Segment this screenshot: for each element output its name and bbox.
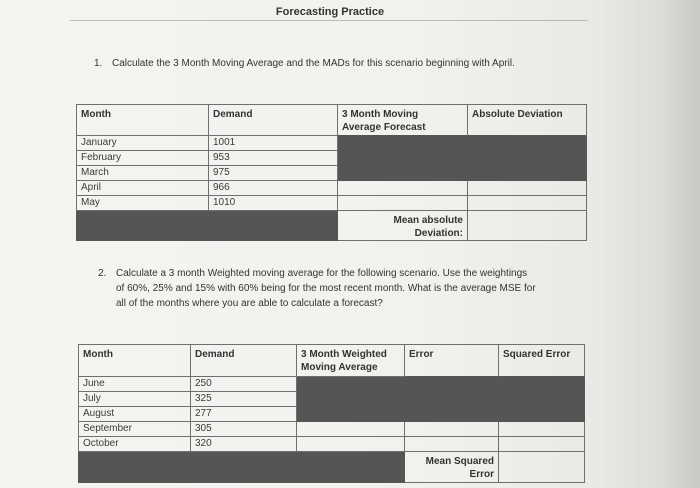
deviation-answer-cell[interactable] xyxy=(468,196,587,211)
table-row xyxy=(79,422,585,437)
error-answer-cell[interactable] xyxy=(405,422,499,437)
mse-label-line2: Error xyxy=(469,469,494,480)
mad-label xyxy=(338,211,468,241)
mse-answer-cell[interactable] xyxy=(499,452,585,483)
shaded-cell xyxy=(405,377,499,392)
shaded-cell xyxy=(499,377,585,392)
table-row xyxy=(79,407,585,422)
month-cell: August xyxy=(79,407,191,422)
forecast-answer-cell[interactable] xyxy=(338,196,468,211)
error-answer-cell[interactable] xyxy=(405,437,499,452)
summary-row xyxy=(79,452,585,483)
header-month: Month xyxy=(77,105,209,136)
moving-average-table xyxy=(76,104,587,241)
month-cell: May xyxy=(77,196,209,211)
table-row xyxy=(77,181,587,196)
demand-cell: 975 xyxy=(209,166,338,181)
shaded-cell xyxy=(297,377,405,392)
demand-cell: 953 xyxy=(209,151,338,166)
demand-cell: 325 xyxy=(191,392,297,407)
month-cell: April xyxy=(77,181,209,196)
shaded-cell xyxy=(297,392,405,407)
forecast-answer-cell[interactable] xyxy=(338,181,468,196)
shaded-cell xyxy=(338,166,468,181)
shaded-cell xyxy=(338,151,468,166)
mad-label-line2: Deviation: xyxy=(414,228,463,239)
question-1-number: 1. xyxy=(94,58,103,69)
shaded-cell xyxy=(297,407,405,422)
shaded-cell xyxy=(468,166,587,181)
month-cell: February xyxy=(77,151,209,166)
shaded-cell xyxy=(191,452,297,483)
mse-label-line1: Mean Squared xyxy=(425,456,494,467)
table-row xyxy=(79,377,585,392)
question-2-line1: Calculate a 3 month Weighted moving average for the following scenario. Use the weightings xyxy=(116,268,528,279)
shaded-cell xyxy=(77,211,209,241)
mse-label xyxy=(405,452,499,483)
header-wma-line2: Moving Average xyxy=(301,362,378,373)
table-row xyxy=(77,151,587,166)
table-row xyxy=(77,166,587,181)
month-cell: January xyxy=(77,136,209,151)
weighted-average-table xyxy=(78,344,585,483)
shaded-cell xyxy=(209,211,338,241)
title-divider xyxy=(70,20,588,21)
table-row xyxy=(79,392,585,407)
month-cell: June xyxy=(79,377,191,392)
page-edge-shadow xyxy=(668,0,700,488)
shaded-cell xyxy=(338,136,468,151)
demand-cell: 966 xyxy=(209,181,338,196)
demand-cell: 277 xyxy=(191,407,297,422)
header-forecast xyxy=(338,105,468,136)
table-row xyxy=(77,136,587,151)
header-month: Month xyxy=(79,345,191,377)
shaded-cell xyxy=(468,136,587,151)
demand-cell: 1010 xyxy=(209,196,338,211)
shaded-cell xyxy=(405,392,499,407)
demand-cell: 320 xyxy=(191,437,297,452)
wma-answer-cell[interactable] xyxy=(297,437,405,452)
table-header-row xyxy=(77,105,587,136)
month-cell: March xyxy=(77,166,209,181)
shaded-cell xyxy=(499,392,585,407)
question-2-line2: of 60%, 25% and 15% with 60% being for the most recent month. What is the average MSE for xyxy=(116,283,536,294)
demand-cell: 1001 xyxy=(209,136,338,151)
deviation-answer-cell[interactable] xyxy=(468,181,587,196)
summary-row xyxy=(77,211,587,241)
header-demand: Demand xyxy=(191,345,297,377)
mad-answer-cell[interactable] xyxy=(468,211,587,241)
table-row xyxy=(79,437,585,452)
month-cell: September xyxy=(79,422,191,437)
month-cell: October xyxy=(79,437,191,452)
squared-error-answer-cell[interactable] xyxy=(499,437,585,452)
shaded-cell xyxy=(468,151,587,166)
shaded-cell xyxy=(405,407,499,422)
question-2-line3: all of the months where you are able to calculate a forecast? xyxy=(116,298,383,309)
header-forecast-line1: 3 Month Moving xyxy=(342,109,419,120)
month-cell: July xyxy=(79,392,191,407)
demand-cell: 250 xyxy=(191,377,297,392)
wma-answer-cell[interactable] xyxy=(297,422,405,437)
question-1-text: Calculate the 3 Month Moving Average and the MADs for this scenario beginning with April. xyxy=(112,58,515,69)
header-forecast-line2: Average Forecast xyxy=(342,122,426,133)
question-2-number: 2. xyxy=(98,268,107,279)
header-wma-line1: 3 Month Weighted xyxy=(301,349,387,360)
header-error: Error xyxy=(405,345,499,377)
shaded-cell xyxy=(297,452,405,483)
header-squared-error: Squared Error xyxy=(499,345,585,377)
shaded-cell xyxy=(499,407,585,422)
shaded-cell xyxy=(79,452,191,483)
header-demand: Demand xyxy=(209,105,338,136)
demand-cell: 305 xyxy=(191,422,297,437)
page-title: Forecasting Practice xyxy=(275,6,385,18)
header-weighted-average xyxy=(297,345,405,377)
header-absolute-deviation: Absolute Deviation xyxy=(468,105,587,136)
table-header-row xyxy=(79,345,585,377)
table-row xyxy=(77,196,587,211)
squared-error-answer-cell[interactable] xyxy=(499,422,585,437)
mad-label-line1: Mean absolute xyxy=(393,215,463,226)
